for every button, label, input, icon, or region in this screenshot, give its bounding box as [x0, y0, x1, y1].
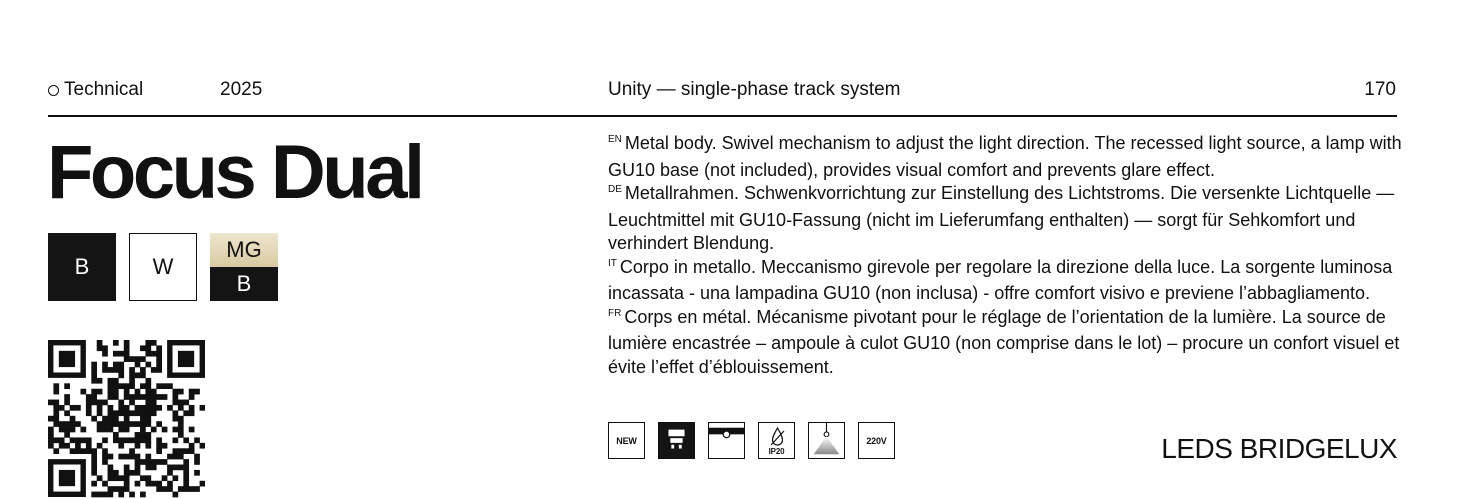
- finish-swatch-mg-bottom: B: [210, 267, 278, 301]
- new-badge-label: NEW: [616, 435, 637, 446]
- description-fr-text: Corps en métal. Mécanisme pivotant pour le réglage de l’orientation de la lumière. La source de lumière encastrée – ampoule à culot GU10 (non comprise dans le lot) – procure un confort visuel et évite l’effet d’éblouissement.: [608, 306, 1400, 377]
- description-en: [608, 132, 1408, 182]
- catalog-year: 2025: [220, 79, 263, 100]
- ip20-label: IP20: [768, 447, 785, 456]
- finish-swatch-white: W: [129, 233, 197, 301]
- finish-swatches: [48, 233, 278, 301]
- circle-icon: [48, 85, 59, 96]
- description-de: [608, 182, 1408, 256]
- lang-code-fr: FR: [608, 307, 622, 319]
- description-de-text: Metallrahmen. Schwenkvorrichtung zur Einstellung des Lichtstroms. Die versenkte Lichtquelle — Leuchtmittel mit GU10-Fassung (nicht im Lieferumfang enthalten) — sorgt für Sehkomfort und verhindert Blendung.: [608, 183, 1395, 253]
- voltage-label: 220V: [866, 435, 887, 446]
- qr-code-icon[interactable]: [48, 340, 205, 499]
- product-description: [608, 132, 1408, 379]
- description-it: [608, 256, 1408, 306]
- series-title: Unity — single-phase track system: [608, 79, 901, 100]
- section-label: [48, 78, 143, 102]
- lang-code-de: DE: [608, 184, 622, 195]
- finish-swatch-black: B: [48, 233, 116, 301]
- gu10-lamp-icon: [658, 422, 695, 459]
- new-badge-icon: [608, 422, 645, 459]
- description-it-text: Corpo in metallo. Meccanismo girevole per regolare la direzione della luce. La sorgente luminosa incassata - una lampadina GU10 (non inclusa) - offre comfort visivo e previene l’abbagliamento.: [608, 256, 1393, 303]
- feature-icons: [608, 422, 895, 459]
- voltage-icon: [858, 422, 895, 459]
- lang-code-en: EN: [608, 134, 622, 145]
- product-title: Focus Dual: [47, 130, 422, 215]
- brand-name: LEDS BRIDGELUX: [1161, 433, 1397, 464]
- ip20-icon: [758, 422, 795, 459]
- page-number: 170: [1364, 79, 1396, 100]
- lang-code-it: IT: [608, 257, 617, 269]
- finish-swatch-mg-black: [210, 233, 278, 301]
- finish-swatch-mg-top: MG: [210, 233, 278, 267]
- light-beam-icon: [808, 422, 845, 459]
- section-label-text: Technical: [64, 79, 144, 100]
- header-divider: [48, 115, 1397, 117]
- track-mount-icon: [708, 422, 745, 459]
- description-en-text: Metal body. Swivel mechanism to adjust the light direction. The recessed light source, a lamp with GU10 base (not included), provides visual comfort and prevents glare effect.: [608, 133, 1402, 180]
- description-fr: [608, 306, 1408, 380]
